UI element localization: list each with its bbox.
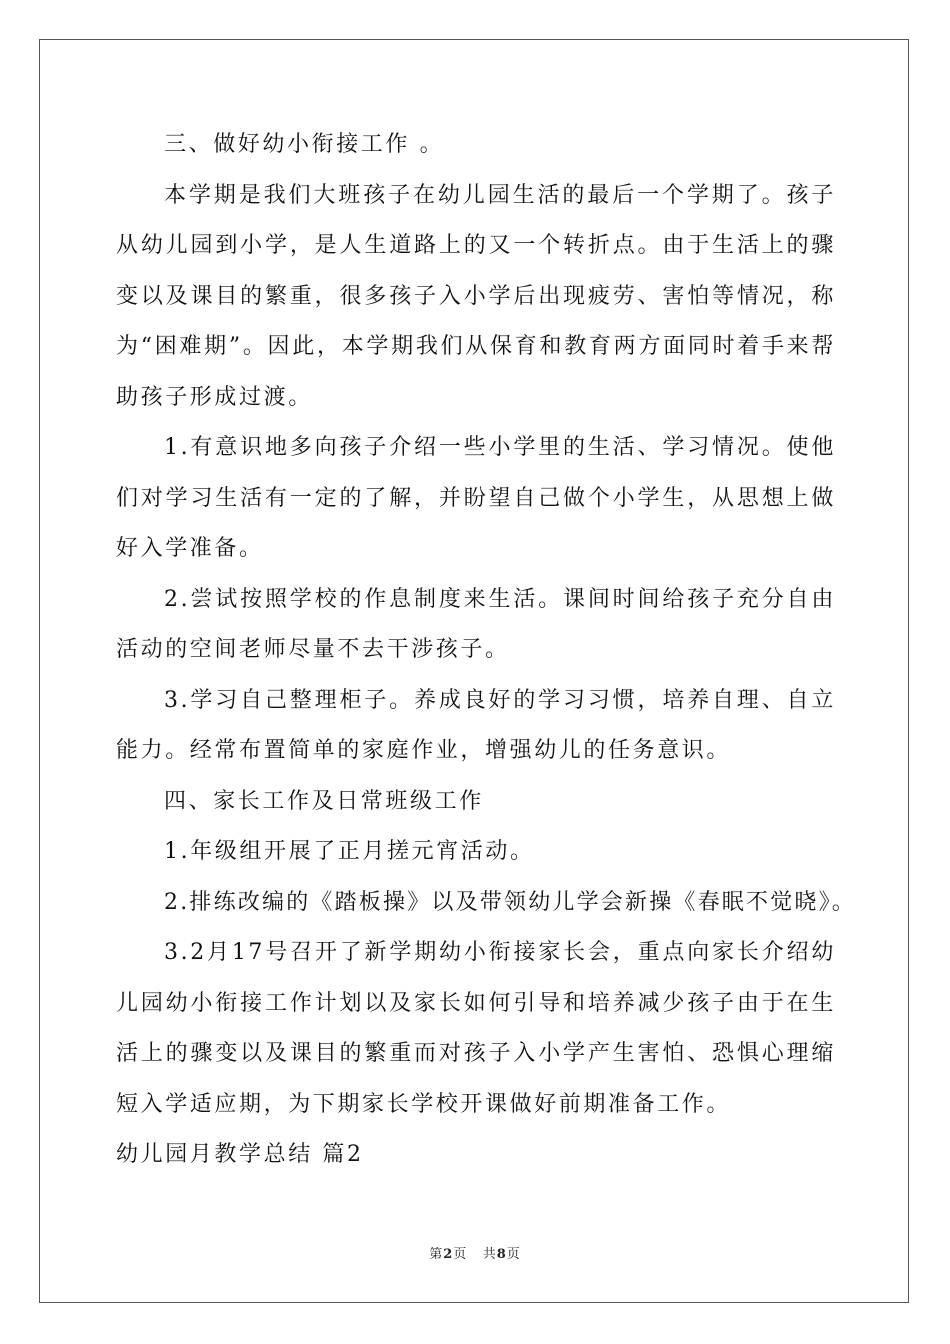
list-item-4-1: 1.年级组开展了正月搓元宵活动。	[164, 839, 535, 864]
current-page-number: 2	[443, 1247, 454, 1262]
document-body	[116, 120, 856, 1181]
page-suffix: 页	[453, 1247, 468, 1262]
total-prefix: 共	[482, 1247, 497, 1262]
section-heading-4: 四、家长工作及日常班级工作	[164, 788, 484, 814]
page-footer	[0, 1243, 950, 1262]
section-heading-3: 三、做好幼小衔接工作 。	[164, 132, 445, 157]
list-item-1: 1.有意识地多向孩子介绍一些小学里的生活、学习情况。使他们对学习生活有一定的了解，并盼望自己做个小学生，从思想上做好入学准备。	[116, 435, 836, 561]
list-item-3: 3.学习自己整理柜子。养成良好的学习习惯，培养自理、自立能力。经常布置简单的家庭作业，增强幼儿的任务意识。	[116, 687, 836, 763]
article-title: 幼儿园月教学总结 篇2	[116, 1142, 364, 1167]
list-item-4-2: 2.排练改编的《踏板操》以及带领幼儿学会新操《春眠不觉晓》。	[164, 889, 856, 915]
list-item-4-3: 3.2月17号召开了新学期幼小衔接家长会，重点向家长介绍幼儿园幼小衔接工作计划以及家长如何引导和培养减少孩子由于在生活上的骤变以及课目的繁重而对孩子入小学产生害怕、恐惧心理缩短入学适应期，为下期家长学校开课做好前期准备工作。	[116, 940, 836, 1117]
total-pages-number: 8	[496, 1247, 507, 1262]
total-suffix: 页	[506, 1247, 521, 1262]
page-prefix: 第	[429, 1247, 444, 1262]
list-item-2: 2.尝试按照学校的作息制度来生活。课间时间给孩子充分自由活动的空间老师尽量不去干涉孩子。	[116, 586, 836, 662]
paragraph-intro: 本学期是我们大班孩子在幼儿园生活的最后一个学期了。孩子从幼儿园到小学，是人生道路上的又一个转折点。由于生活上的骤变以及课目的繁重，很多孩子入小学后出现疲劳、害怕等情况，称为“困难期”。因此，本学期我们从保育和教育两方面同时着手来帮助孩子形成过渡。	[116, 182, 836, 410]
